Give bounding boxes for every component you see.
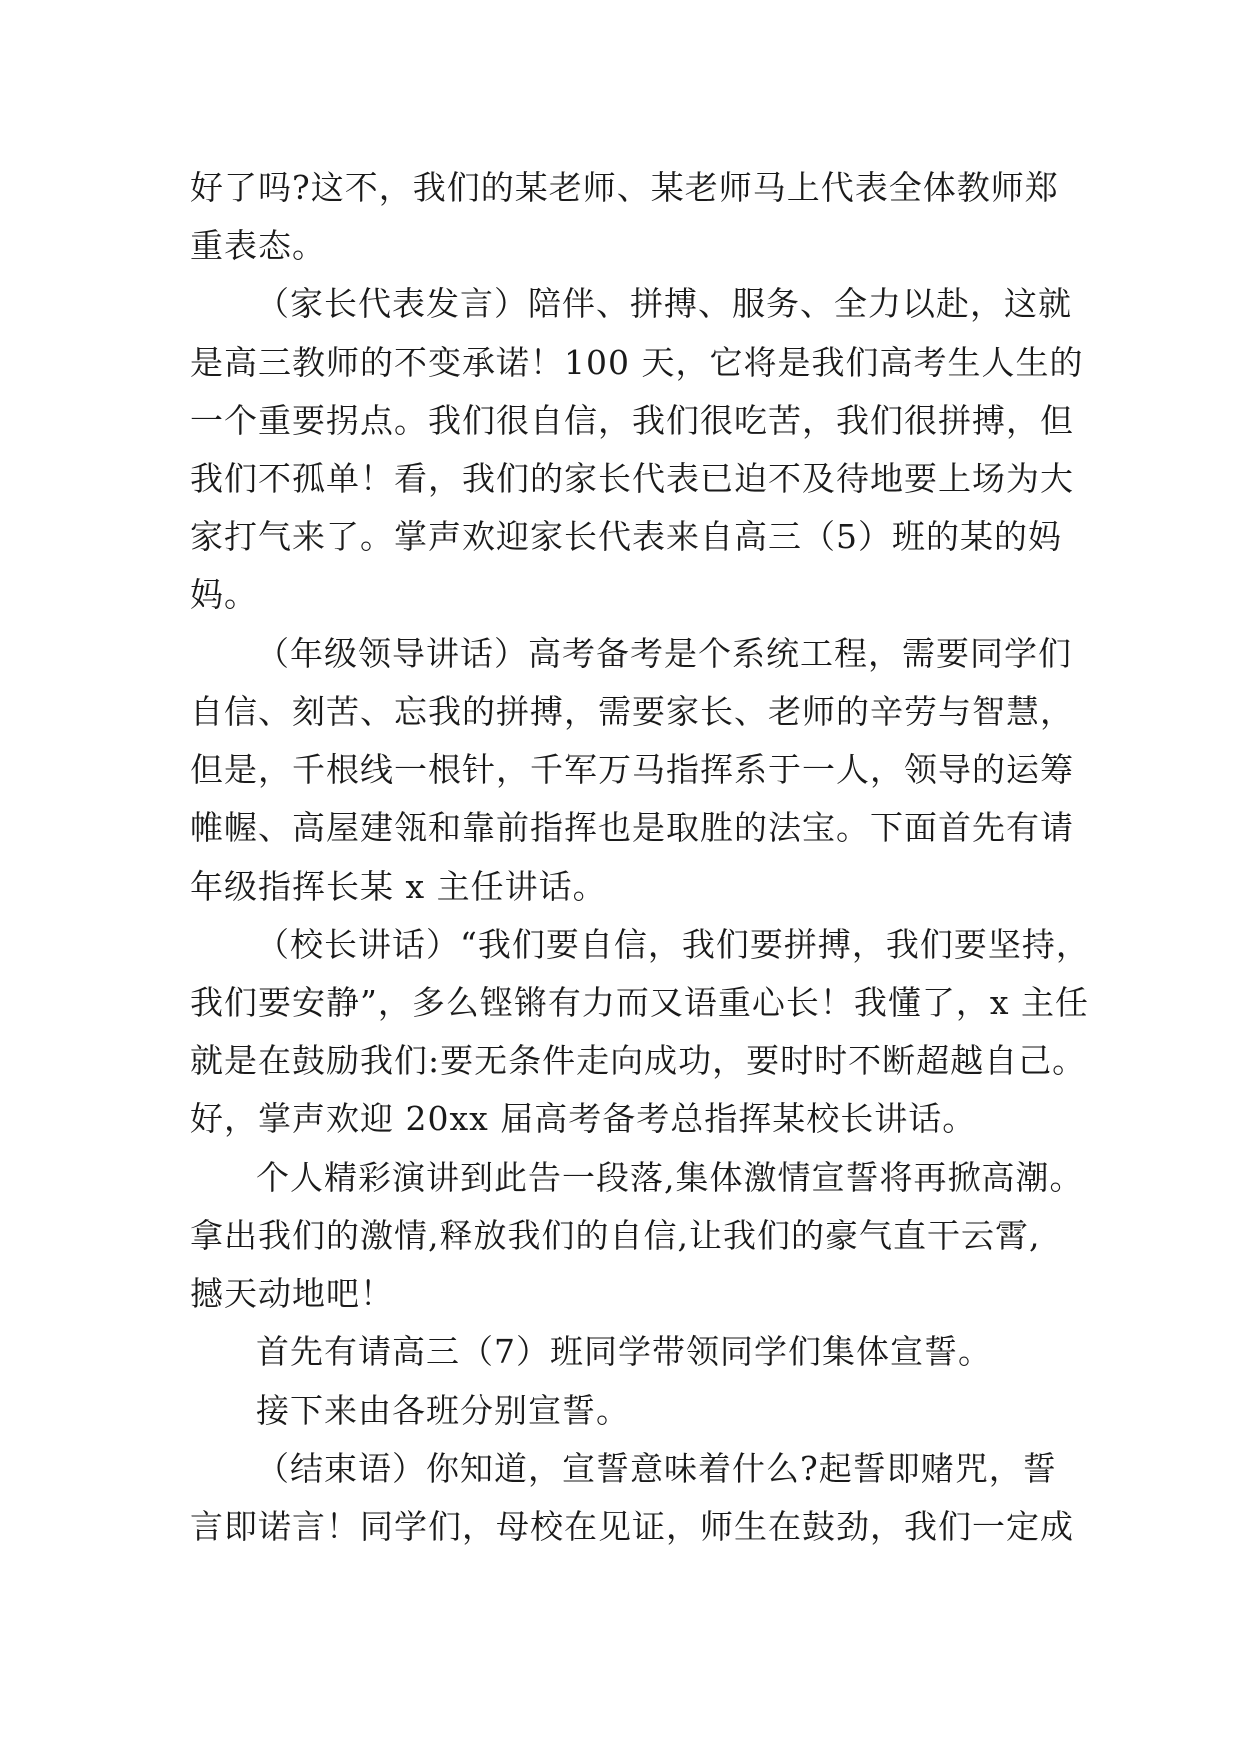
text-line-23: （结束语）你知道，宣誓意味着什么?起誓即赌咒，誓 — [256, 1449, 1057, 1488]
text-line-12: 帷幄、高屋建瓴和靠前指挥也是取胜的法宝。下面首先有请 — [190, 808, 1074, 847]
text-line-4: 是高三教师的不变承诺！100 天，它将是我们高考生人生的 — [190, 343, 1084, 382]
text-line-20: 撼天动地吧！ — [190, 1274, 394, 1313]
text-line-6: 我们不孤单！看，我们的家长代表已迫不及待地要上场为大 — [190, 459, 1074, 498]
text-line-18: 个人精彩演讲到此告一段落,集体激情宣誓将再掀高潮。 — [256, 1158, 1084, 1197]
text-line-14: （校长讲话）“我们要自信，我们要拼搏，我们要坚持， — [256, 925, 1090, 964]
text-line-15: 我们要安静”，多么铿锵有力而又语重心长！我懂了，x 主任 — [190, 983, 1089, 1022]
text-line-7: 家打气来了。掌声欢迎家长代表来自高三（5）班的某的妈 — [190, 517, 1062, 556]
text-line-11: 但是，千根线一根针，千军万马指挥系于一人，领导的运筹 — [190, 750, 1074, 789]
text-line-16: 就是在鼓励我们:要无条件走向成功，要时时不断超越自己。 — [190, 1041, 1087, 1080]
text-line-22: 接下来由各班分别宣誓。 — [256, 1391, 630, 1430]
text-line-19: 拿出我们的激情,释放我们的自信,让我们的豪气直干云霄, — [190, 1216, 1041, 1255]
text-line-1: 好了吗?这不，我们的某老师、某老师马上代表全体教师郑 — [190, 168, 1059, 207]
text-line-13: 年级指挥长某 x 主任讲话。 — [190, 867, 607, 906]
text-line-21: 首先有请高三（7）班同学带领同学们集体宣誓。 — [256, 1332, 992, 1371]
text-line-24: 言即诺言！同学们，母校在见证，师生在鼓劲，我们一定成 — [190, 1507, 1074, 1546]
text-line-3: （家长代表发言）陪伴、拼搏、服务、全力以赴，这就 — [256, 284, 1072, 323]
text-line-9: （年级领导讲话）高考备考是个系统工程，需要同学们 — [256, 634, 1072, 673]
text-line-17: 好，掌声欢迎 20xx 届高考备考总指挥某校长讲话。 — [190, 1099, 977, 1138]
text-line-10: 自信、刻苦、忘我的拼搏，需要家长、老师的辛劳与智慧， — [190, 692, 1074, 731]
text-line-5: 一个重要拐点。我们很自信，我们很吃苦，我们很拼搏，但 — [190, 401, 1074, 440]
text-line-8: 妈。 — [190, 575, 258, 614]
text-line-2: 重表态。 — [190, 226, 326, 265]
